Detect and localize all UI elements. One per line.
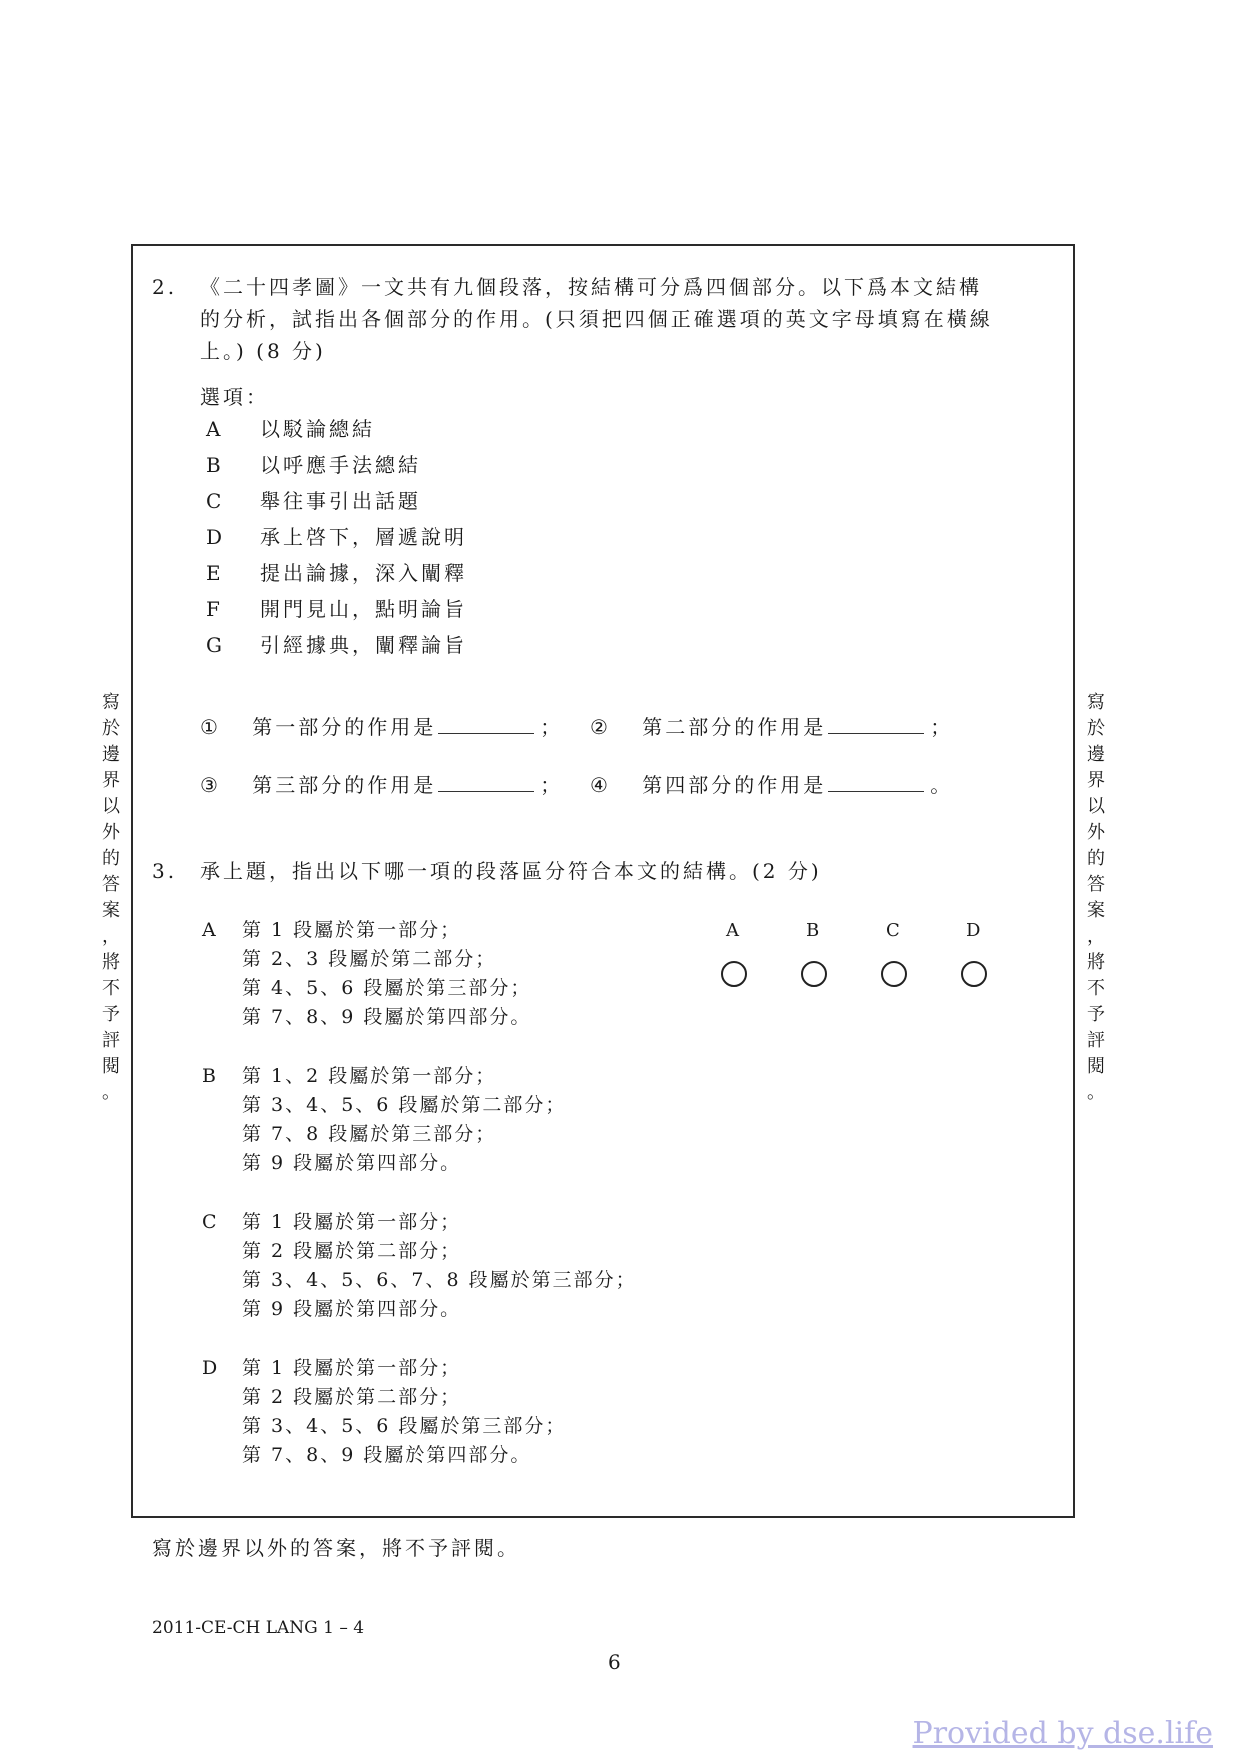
side-note-char: 閱 bbox=[102, 1056, 120, 1077]
side-note-char: 將 bbox=[102, 952, 120, 973]
side-note-char: 案 bbox=[1087, 900, 1105, 921]
bubble-label-c: C bbox=[886, 920, 900, 941]
blank-end-2: ； bbox=[930, 715, 954, 739]
side-note-char: 案 bbox=[102, 900, 120, 921]
choice-line: 第 1、2 段屬於第一部分； bbox=[242, 1065, 497, 1087]
choice-line: 第 1 段屬於第一部分； bbox=[242, 1211, 462, 1233]
option-text: 提出論據，深入闡釋 bbox=[260, 561, 467, 585]
choice-letter: C bbox=[202, 1211, 217, 1233]
choice-letter: D bbox=[202, 1357, 218, 1379]
bottom-note: 寫於邊界以外的答案，將不予評閱。 bbox=[152, 1536, 520, 1560]
choice-line: 第 3、4、5、6、7、8 段屬於第三部分； bbox=[242, 1269, 637, 1291]
option-text: 舉往事引出話題 bbox=[260, 489, 421, 513]
side-note-char: 的 bbox=[102, 848, 120, 869]
side-note-char: 邊 bbox=[1087, 744, 1105, 765]
answer-bubble-a[interactable] bbox=[721, 961, 747, 987]
side-note-char: 不 bbox=[102, 978, 120, 999]
side-note-char: 答 bbox=[1087, 874, 1105, 895]
option-text: 以駁論總結 bbox=[260, 417, 375, 441]
side-note-char: 予 bbox=[1087, 1004, 1105, 1025]
circled-number-2: ② bbox=[590, 715, 611, 739]
bubble-label-b: B bbox=[806, 920, 820, 941]
page-number: 6 bbox=[608, 1650, 621, 1674]
choice-line: 第 3、4、5、6 段屬於第三部分； bbox=[242, 1415, 567, 1437]
answer-blank-2[interactable] bbox=[828, 715, 924, 734]
blank-row-2 bbox=[590, 710, 953, 744]
option-letter: F bbox=[206, 597, 223, 621]
choice-letter: A bbox=[202, 919, 216, 941]
side-note-char: 評 bbox=[1087, 1030, 1105, 1051]
blank-label-2: 第二部分的作用是 bbox=[642, 715, 827, 739]
q2-line-3: 上。) (8 分) bbox=[200, 339, 326, 363]
side-note-char: 不 bbox=[1087, 978, 1105, 999]
option-letter: C bbox=[206, 489, 225, 513]
side-note-char: 以 bbox=[102, 796, 120, 817]
side-note-char: 外 bbox=[1087, 822, 1105, 843]
option-text: 開門見山，點明論旨 bbox=[260, 597, 467, 621]
choice-line: 第 4、5、6 段屬於第三部分； bbox=[242, 977, 532, 999]
blank-row-4 bbox=[590, 768, 953, 802]
option-text: 承上啓下，層遞說明 bbox=[260, 525, 467, 549]
answer-blank-3[interactable] bbox=[438, 773, 534, 792]
answer-blank-1[interactable] bbox=[438, 715, 534, 734]
side-note-char: 寫 bbox=[1087, 692, 1105, 713]
answer-bubble-b[interactable] bbox=[801, 961, 827, 987]
side-note-char: 將 bbox=[1087, 952, 1105, 973]
option-letter: B bbox=[206, 453, 224, 477]
side-note-char: 。 bbox=[1087, 1082, 1105, 1103]
choice-line: 第 9 段屬於第四部分。 bbox=[242, 1298, 462, 1320]
blank-label-1: 第一部分的作用是 bbox=[252, 715, 437, 739]
blank-end-3: ； bbox=[540, 773, 564, 797]
choice-letter: B bbox=[202, 1065, 216, 1087]
choice-line: 第 7、8、9 段屬於第四部分。 bbox=[242, 1444, 532, 1466]
side-note-char: 評 bbox=[102, 1030, 120, 1051]
choice-line: 第 3、4、5、6 段屬於第二部分； bbox=[242, 1094, 567, 1116]
footer-code: 2011-CE-CH LANG 1 – 4 bbox=[152, 1618, 365, 1638]
choice-line: 第 1 段屬於第一部分； bbox=[242, 1357, 462, 1379]
side-note-char: 邊 bbox=[102, 744, 120, 765]
side-note-char: 寫 bbox=[102, 692, 120, 713]
choice-line: 第 9 段屬於第四部分。 bbox=[242, 1152, 462, 1174]
option-letter: D bbox=[206, 525, 226, 549]
option-letter: A bbox=[206, 417, 224, 441]
side-note-char: 界 bbox=[102, 770, 120, 791]
side-note-char: 於 bbox=[1087, 718, 1105, 739]
answer-bubble-c[interactable] bbox=[881, 961, 907, 987]
q2-number: 2. bbox=[152, 275, 178, 299]
side-note-char: 答 bbox=[102, 874, 120, 895]
choice-line: 第 2、3 段屬於第二部分； bbox=[242, 948, 497, 970]
choice-line: 第 2 段屬於第二部分； bbox=[242, 1240, 462, 1262]
answer-blank-4[interactable] bbox=[828, 773, 924, 792]
right-margin-note bbox=[1083, 690, 1109, 1106]
bubble-label-d: D bbox=[966, 920, 981, 941]
blank-row-3 bbox=[200, 768, 563, 802]
choice-line: 第 2 段屬於第二部分； bbox=[242, 1386, 462, 1408]
watermark-link[interactable]: Provided by dse.life bbox=[912, 1716, 1213, 1751]
option-letter: E bbox=[206, 561, 224, 585]
choice-line: 第 1 段屬於第一部分； bbox=[242, 919, 462, 941]
side-note-char: 於 bbox=[102, 718, 120, 739]
side-note-char: ， bbox=[1087, 926, 1105, 947]
circled-number-1: ① bbox=[200, 715, 221, 739]
blank-row-1 bbox=[200, 710, 563, 744]
q2-line-2: 的分析，試指出各個部分的作用。(只須把四個正確選項的英文字母填寫在橫線 bbox=[200, 307, 993, 331]
option-text: 引經據典，闡釋論旨 bbox=[260, 633, 467, 657]
blank-end-1: ； bbox=[540, 715, 564, 739]
answer-bubble-d[interactable] bbox=[961, 961, 987, 987]
q2-line-1: 《二十四孝圖》一文共有九個段落，按結構可分爲四個部分。以下爲本文結構 bbox=[200, 275, 982, 299]
left-margin-note bbox=[98, 690, 124, 1106]
option-text: 以呼應手法總結 bbox=[260, 453, 421, 477]
blank-label-4: 第四部分的作用是 bbox=[642, 773, 827, 797]
side-note-char: 的 bbox=[1087, 848, 1105, 869]
side-note-char: 界 bbox=[1087, 770, 1105, 791]
side-note-char: 外 bbox=[102, 822, 120, 843]
side-note-char: 予 bbox=[102, 1004, 120, 1025]
blank-label-3: 第三部分的作用是 bbox=[252, 773, 437, 797]
blank-end-4: 。 bbox=[930, 773, 954, 797]
side-note-char: ， bbox=[102, 926, 120, 947]
bubble-label-a: A bbox=[726, 920, 739, 941]
circled-number-4: ④ bbox=[590, 773, 611, 797]
options-title: 選項： bbox=[200, 385, 269, 409]
q3-stem: 承上題，指出以下哪一項的段落區分符合本文的結構。(2 分) bbox=[200, 859, 822, 883]
side-note-char: 以 bbox=[1087, 796, 1105, 817]
side-note-char: 閱 bbox=[1087, 1056, 1105, 1077]
choice-line: 第 7、8 段屬於第三部分； bbox=[242, 1123, 497, 1145]
side-note-char: 。 bbox=[102, 1082, 120, 1103]
q3-number: 3. bbox=[152, 859, 178, 883]
circled-number-3: ③ bbox=[200, 773, 221, 797]
option-letter: G bbox=[206, 633, 225, 657]
choice-line: 第 7、8、9 段屬於第四部分。 bbox=[242, 1006, 532, 1028]
